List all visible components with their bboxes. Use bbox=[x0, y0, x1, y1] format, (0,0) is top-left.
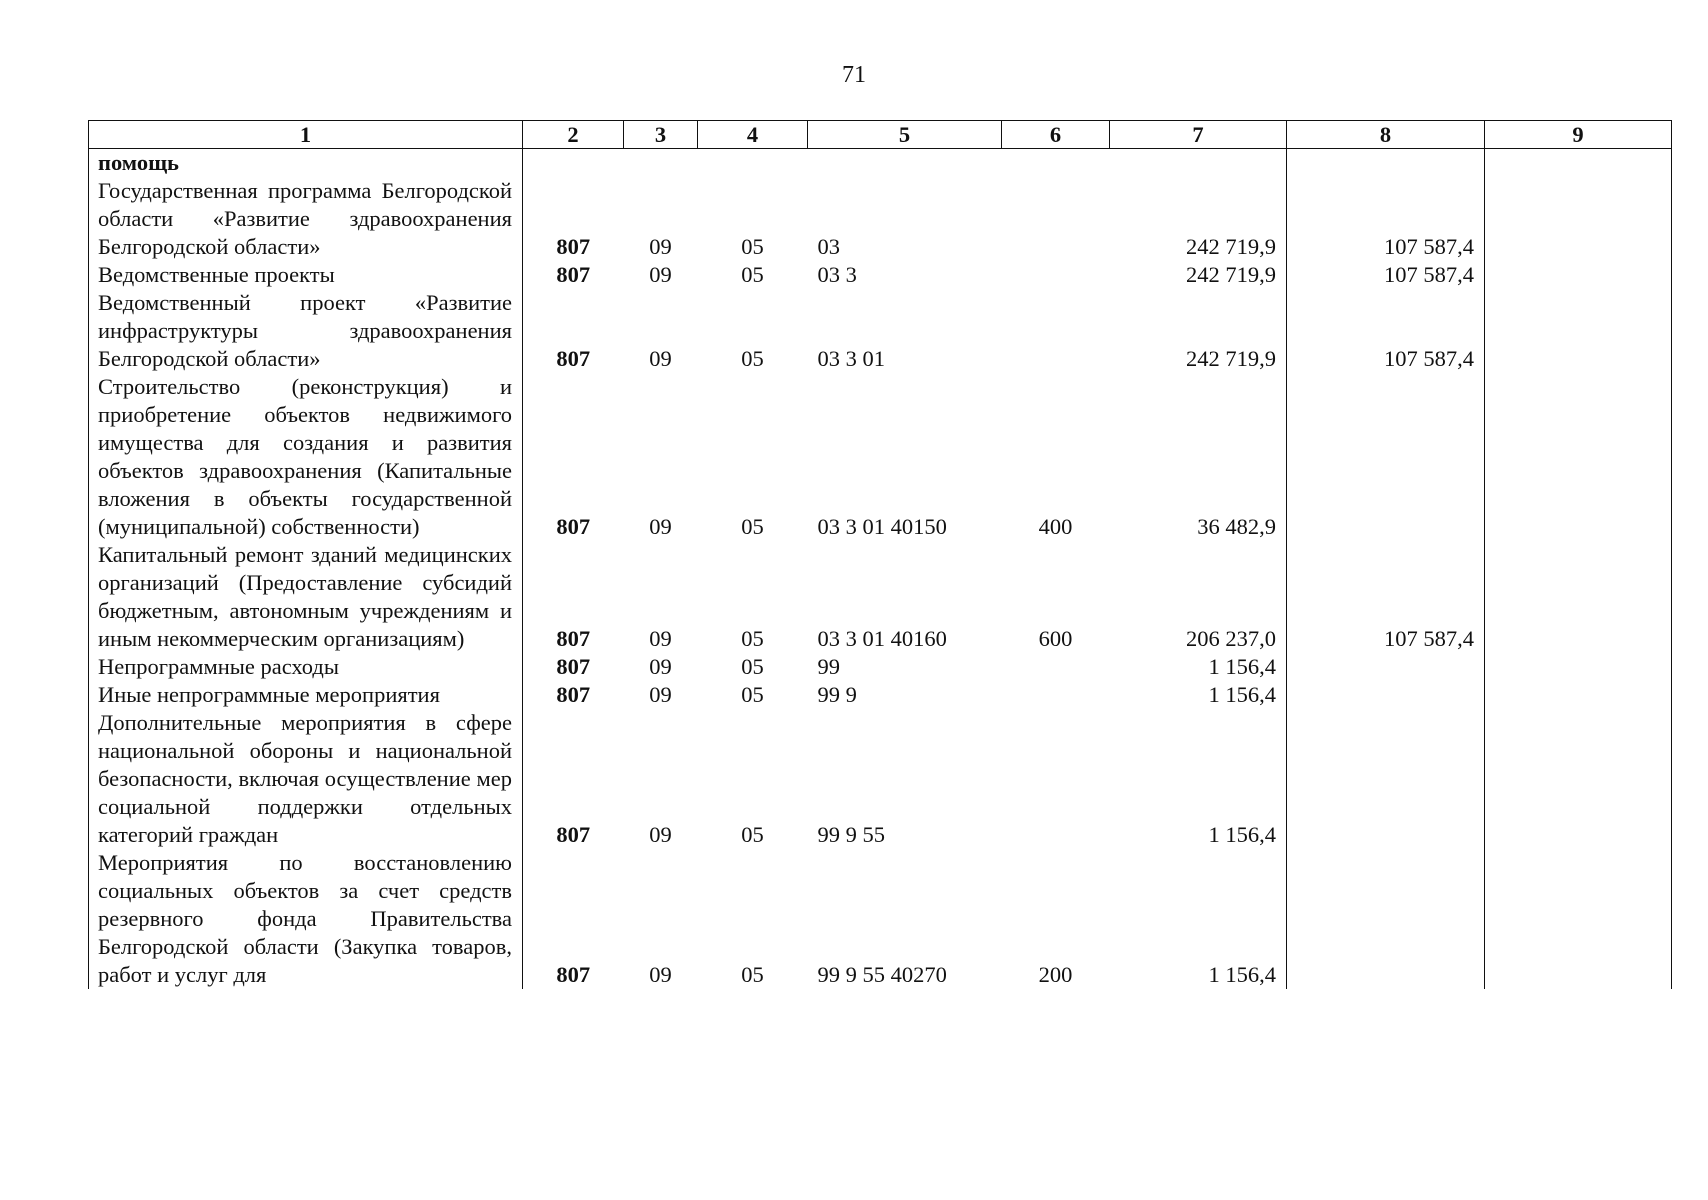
row-target-code: 99 9 55 bbox=[817, 822, 885, 847]
header-col-2: 2 bbox=[523, 121, 624, 149]
table-header bbox=[89, 121, 1672, 149]
row-name: Капитальный ремонт зданий медицинских организаций (Предоставление субсидий бюджетным, автономным учреждениям и иным некоммерческим организациям) bbox=[89, 541, 523, 653]
row-ved-code: 807 bbox=[523, 653, 624, 681]
row-expense-type: 600 bbox=[1038, 626, 1073, 651]
row-amount-7 bbox=[1110, 149, 1287, 178]
row-ved-code: 807 bbox=[523, 373, 624, 541]
row-amount-9 bbox=[1485, 177, 1672, 261]
table-body bbox=[89, 149, 1672, 990]
table-row bbox=[89, 373, 1672, 541]
row-amount-7: 242 719,9 bbox=[1110, 177, 1287, 261]
budget-table bbox=[88, 120, 1672, 989]
row-target-code: 03 3 01 bbox=[817, 346, 885, 371]
row-amount-9 bbox=[1485, 541, 1672, 653]
row-ved-code: 807 bbox=[523, 849, 624, 989]
row-amount-8: 107 587,4 bbox=[1287, 289, 1485, 373]
row-target-code: 03 3 bbox=[817, 262, 857, 287]
row-expense-type bbox=[1002, 709, 1110, 849]
table-row bbox=[89, 681, 1672, 709]
row-subsection-code: 05 bbox=[741, 682, 764, 707]
row-amount-7: 36 482,9 bbox=[1110, 373, 1287, 541]
row-ved-code bbox=[523, 149, 624, 178]
row-expense-type bbox=[1002, 261, 1110, 289]
header-col-6: 6 bbox=[1002, 121, 1110, 149]
row-expense-type bbox=[1002, 177, 1110, 261]
row-amount-8 bbox=[1287, 149, 1485, 178]
header-col-5: 5 bbox=[808, 121, 1002, 149]
row-name: Непрограммные расходы bbox=[89, 653, 523, 681]
row-section-code: 09 bbox=[649, 346, 672, 371]
row-amount-8 bbox=[1287, 709, 1485, 849]
row-name: Иные непрограммные мероприятия bbox=[89, 681, 523, 709]
row-amount-8: 107 587,4 bbox=[1287, 261, 1485, 289]
row-expense-type bbox=[1002, 653, 1110, 681]
row-expense-type bbox=[1002, 289, 1110, 373]
row-amount-8 bbox=[1287, 681, 1485, 709]
row-amount-9 bbox=[1485, 149, 1672, 178]
row-expense-type: 400 bbox=[1038, 514, 1073, 539]
row-name: Дополнительные мероприятия в сфере национальной обороны и национальной безопасности, включая осуществление мер социальной поддержки отдельных категорий граждан bbox=[89, 709, 523, 849]
row-amount-8 bbox=[1287, 849, 1485, 989]
header-col-7: 7 bbox=[1110, 121, 1287, 149]
row-section-code: 09 bbox=[649, 262, 672, 287]
row-amount-7: 1 156,4 bbox=[1110, 709, 1287, 849]
row-target-code bbox=[808, 149, 1002, 178]
row-subsection-code: 05 bbox=[741, 346, 764, 371]
row-target-code: 03 3 01 40160 bbox=[817, 626, 947, 651]
row-section-code: 09 bbox=[649, 822, 672, 847]
header-col-9: 9 bbox=[1485, 121, 1672, 149]
row-target-code: 99 bbox=[817, 654, 840, 679]
table-row bbox=[89, 653, 1672, 681]
table-row bbox=[89, 541, 1672, 653]
row-amount-7: 242 719,9 bbox=[1110, 289, 1287, 373]
row-name: Ведомственный проект «Развитие инфраструктуры здравоохранения Белгородской области» bbox=[89, 289, 523, 373]
row-subsection-code bbox=[698, 149, 808, 178]
header-col-3: 3 bbox=[624, 121, 698, 149]
row-section-code: 09 bbox=[649, 626, 672, 651]
row-name: Государственная программа Белгородской области «Развитие здравоохранения Белгородской области» bbox=[89, 177, 523, 261]
row-ved-code: 807 bbox=[523, 261, 624, 289]
row-subsection-code: 05 bbox=[741, 262, 764, 287]
table-row bbox=[89, 177, 1672, 261]
table-row bbox=[89, 261, 1672, 289]
row-amount-8 bbox=[1287, 373, 1485, 541]
row-amount-9 bbox=[1485, 709, 1672, 849]
row-subsection-code: 05 bbox=[741, 626, 764, 651]
row-target-code: 03 bbox=[817, 234, 840, 259]
row-amount-8: 107 587,4 bbox=[1287, 177, 1485, 261]
table-row bbox=[89, 709, 1672, 849]
header-col-4: 4 bbox=[698, 121, 808, 149]
row-section-code: 09 bbox=[649, 654, 672, 679]
row-subsection-code: 05 bbox=[741, 962, 764, 987]
row-amount-9 bbox=[1485, 289, 1672, 373]
header-col-1: 1 bbox=[89, 121, 523, 149]
row-section-code: 09 bbox=[649, 682, 672, 707]
row-subsection-code: 05 bbox=[741, 822, 764, 847]
table-row bbox=[89, 849, 1672, 989]
row-amount-9 bbox=[1485, 261, 1672, 289]
row-target-code: 99 9 bbox=[817, 682, 857, 707]
row-section-code: 09 bbox=[649, 234, 672, 259]
row-amount-7: 206 237,0 bbox=[1110, 541, 1287, 653]
row-amount-8: 107 587,4 bbox=[1287, 541, 1485, 653]
row-target-code: 99 9 55 40270 bbox=[817, 962, 947, 987]
row-subsection-code: 05 bbox=[741, 654, 764, 679]
table-row bbox=[89, 289, 1672, 373]
row-ved-code: 807 bbox=[523, 709, 624, 849]
row-amount-7: 242 719,9 bbox=[1110, 261, 1287, 289]
row-amount-9 bbox=[1485, 849, 1672, 989]
row-target-code: 03 3 01 40150 bbox=[817, 514, 947, 539]
header-row bbox=[89, 121, 1672, 149]
row-amount-9 bbox=[1485, 373, 1672, 541]
row-amount-9 bbox=[1485, 681, 1672, 709]
row-amount-7: 1 156,4 bbox=[1110, 681, 1287, 709]
row-ved-code: 807 bbox=[523, 681, 624, 709]
row-section-code bbox=[624, 149, 698, 178]
row-amount-8 bbox=[1287, 653, 1485, 681]
row-section-code: 09 bbox=[649, 962, 672, 987]
row-amount-7: 1 156,4 bbox=[1110, 849, 1287, 989]
row-name: Мероприятия по восстановлению социальных объектов за счет средств резервного фонда Правительства Белгородской области (Закупка товаров, работ и услуг для bbox=[89, 849, 523, 989]
header-col-8: 8 bbox=[1287, 121, 1485, 149]
row-ved-code: 807 bbox=[523, 541, 624, 653]
row-name: Ведомственные проекты bbox=[89, 261, 523, 289]
row-subsection-code: 05 bbox=[741, 234, 764, 259]
table-row bbox=[89, 149, 1672, 178]
row-name: помощь bbox=[89, 149, 523, 178]
row-expense-type bbox=[1002, 681, 1110, 709]
row-expense-type: 200 bbox=[1038, 962, 1073, 987]
row-amount-7: 1 156,4 bbox=[1110, 653, 1287, 681]
row-name: Строительство (реконструкция) и приобретение объектов недвижимого имущества для создания и развития объектов здравоохранения (Капитальные вложения в объекты государственной (муниципальной) собственности) bbox=[89, 373, 523, 541]
row-section-code: 09 bbox=[649, 514, 672, 539]
row-amount-9 bbox=[1485, 653, 1672, 681]
row-subsection-code: 05 bbox=[741, 514, 764, 539]
row-ved-code: 807 bbox=[523, 289, 624, 373]
row-expense-type bbox=[1002, 149, 1110, 178]
page-number: 71 bbox=[842, 62, 866, 88]
row-ved-code: 807 bbox=[523, 177, 624, 261]
